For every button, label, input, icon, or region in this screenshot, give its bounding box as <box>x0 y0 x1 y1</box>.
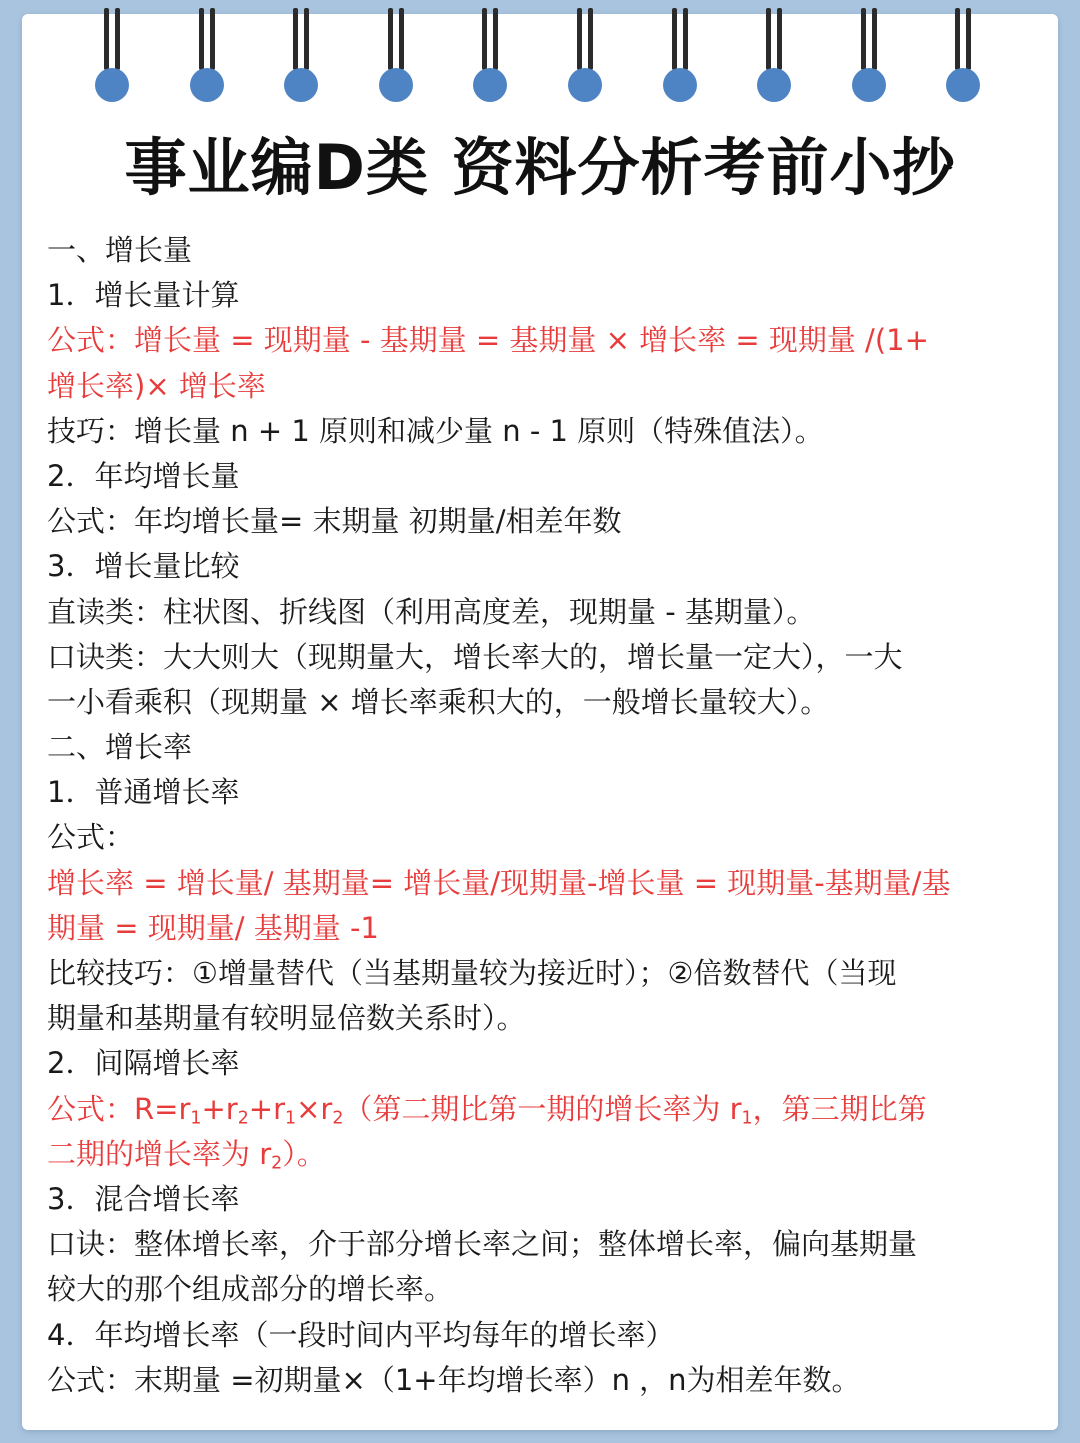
note-line: 比较技巧：①增量替代（当基期量较为接近时）；②倍数替代（当现 <box>47 956 897 990</box>
note-line: 增长率 = 增长量/ 基期量= 增长量/现期量-增长量 = 现期量-基期量/基 <box>47 865 951 900</box>
subscript: 1 <box>741 1107 753 1128</box>
subscript: 1 <box>190 1107 202 1128</box>
line-segment: 二期的增长率为 r <box>47 1136 272 1171</box>
line-segment: ×r <box>296 1091 333 1126</box>
note-line: 口诀：整体增长率，介于部分增长率之间；整体增长率，偏向基期量 <box>47 1227 918 1262</box>
note-line <box>47 1132 1037 1177</box>
note-line: 公式：增长量 = 现期量 - 基期量 = 基期量 × 增长率 = 现期量 /(1+ <box>47 323 929 358</box>
note-line: 增长率)× 增长率 <box>47 368 266 403</box>
note-line: 期量和基期量有较明显倍数关系时）。 <box>47 1001 526 1036</box>
line-segment: +r <box>201 1091 238 1126</box>
note-line: 2．年均增长量 <box>47 458 240 493</box>
note-line: 3．增长量比较 <box>47 549 240 584</box>
note-line: 期量 = 现期量/ 基期量 -1 <box>47 910 379 945</box>
note-line: 公式：年均增长量= 末期量 初期量/相差年数 <box>47 504 622 539</box>
note-line: 较大的那个组成部分的增长率。 <box>47 1272 454 1307</box>
note-line: 口诀类：大大则大（现期量大，增长率大的，增长量一定大），一大 <box>47 639 903 674</box>
note-line <box>47 1087 1037 1132</box>
note-line: 一、增长量 <box>47 233 193 267</box>
note-line: 一小看乘积（现期量 × 增长率乘积大的，一般增长量较大）。 <box>47 684 830 719</box>
note-line: 公式： <box>47 820 135 855</box>
line-segment: （第二期比第一期的增长率为 r <box>343 1091 742 1126</box>
note-line: 2．间隔增长率 <box>47 1046 240 1081</box>
note-line: 技巧：增长量 n + 1 原则和减少量 n - 1 原则（特殊值法）。 <box>47 413 824 448</box>
line-segment: ）。 <box>282 1136 326 1171</box>
subscript: 2 <box>271 1153 283 1174</box>
note-line: 直读类：柱状图、折线图（利用高度差，现期量 - 基期量）。 <box>47 594 816 629</box>
note-line: 4．年均增长率（一段时间内平均每年的增长率） <box>47 1317 675 1352</box>
subscript: 2 <box>237 1107 249 1128</box>
line-segment: +r <box>248 1091 285 1126</box>
notes-content <box>47 228 1037 1403</box>
line-segment: 公式：R=r <box>47 1091 191 1126</box>
subscript: 1 <box>285 1107 297 1128</box>
note-line: 1．普通增长率 <box>47 775 240 810</box>
note-line: 二、增长率 <box>47 730 193 765</box>
line-segment: ，第三期比第 <box>752 1091 927 1126</box>
subscript: 2 <box>332 1107 344 1128</box>
note-line: 公式：末期量 =初期量×（1+年均增长率）n ，n为相差年数。 <box>47 1362 861 1397</box>
note-line: 3．混合增长率 <box>47 1181 240 1216</box>
note-line: 1．增长量计算 <box>47 278 240 313</box>
page-title: 事业编D类 资料分析考前小抄 <box>124 131 956 204</box>
